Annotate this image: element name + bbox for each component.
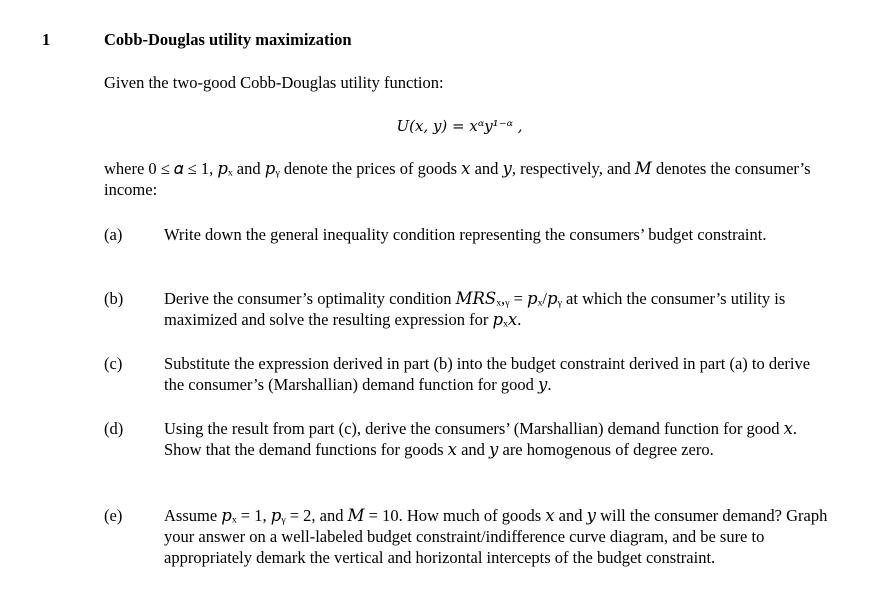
part-c-label: (c) xyxy=(104,354,123,373)
part-e-label: (e) xyxy=(104,506,123,525)
question-number: 1 xyxy=(42,30,51,49)
part-c-text: Substitute the expression derived in part (b) into the budget constraint derived in part (a) to derive the consumer’s (Marshallian) demand function for good 𝑦. xyxy=(164,354,811,394)
question-title: Cobb-Douglas utility maximization xyxy=(104,30,352,49)
where-text: where 0 ≤ 𝛼 ≤ 1, 𝑝ₓ and 𝑝ᵧ denote the prices of goods 𝑥 and 𝑦, respectively, and 𝑀 denotes the consumer’s income: xyxy=(104,159,811,199)
part-b-label: (b) xyxy=(104,289,124,308)
intro-text: Given the two-good Cobb-Douglas utility function: xyxy=(104,73,444,92)
part-e-text: Assume 𝑝ₓ = 1, 𝑝ᵧ = 2, and 𝑀 = 10. How much of goods 𝑥 and 𝑦 will the consumer demand? Graph your answer on a well-labeled budget constraint/indifference curve diagram, and be sure to appropriately demark the vertical and horizontal intercepts of the budget constraint. xyxy=(164,506,828,567)
utility-formula: 𝑈(𝑥, 𝑦) = 𝑥ᵅ𝑦¹⁻ᵅ , xyxy=(396,117,523,135)
part-a-label: (a) xyxy=(104,225,123,244)
part-d-text: Using the result from part (c), derive the consumers’ (Marshallian) demand function for good 𝑥. Show that the demand functions for goods 𝑥 and 𝑦 are homogenous of degree zero. xyxy=(164,419,798,459)
part-b-text: Derive the consumer’s optimality condition 𝑀𝑅𝑆ₓ,ᵧ = 𝑝ₓ/𝑝ᵧ at which the consumer’s utility is maximized and solve the resulting expression for 𝑝ₓ𝑥. xyxy=(164,289,786,329)
part-d-label: (d) xyxy=(104,419,124,438)
part-a-text: Write down the general inequality condition representing the consumers’ budget constraint. xyxy=(164,225,767,244)
